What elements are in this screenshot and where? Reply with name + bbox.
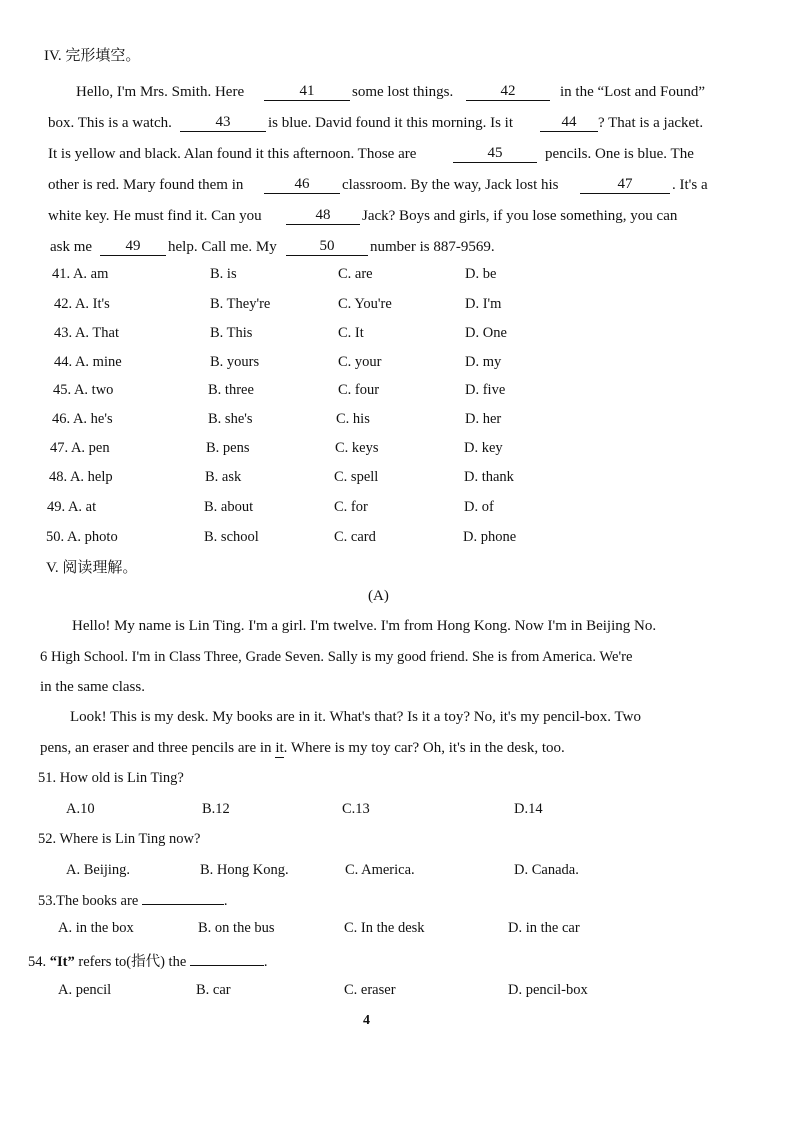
- blank-46[interactable]: 46: [264, 171, 340, 194]
- option-42-b[interactable]: B. They're: [210, 296, 271, 312]
- option-50-b[interactable]: B. school: [204, 529, 259, 545]
- q52-option-b[interactable]: B. Hong Kong.: [200, 862, 289, 878]
- answer-blank-54[interactable]: [190, 951, 264, 966]
- blank-41[interactable]: 41: [264, 78, 350, 101]
- option-47-a[interactable]: 47. A. pen: [50, 440, 110, 456]
- reading-p2-line-1: Look! This is my desk. My books are in it. What's that? Is it a toy? No, it's my pencil-box. Two: [70, 709, 641, 725]
- option-50-c[interactable]: C. card: [334, 529, 376, 545]
- reading-text: . Where is my toy car? Oh, it's in the desk, too.: [283, 740, 565, 756]
- passage-text: is blue. David found it this morning. Is it: [268, 115, 513, 131]
- option-46-d[interactable]: D. her: [465, 411, 502, 427]
- option-45-b[interactable]: B. three: [208, 382, 254, 398]
- option-41-a[interactable]: 41. A. am: [52, 266, 109, 282]
- option-48-a[interactable]: 48. A. help: [49, 469, 113, 485]
- passage-text: ? That is a jacket.: [598, 115, 704, 131]
- reading-p1-line-1: Hello! My name is Lin Ting. I'm a girl. I'm twelve. I'm from Hong Kong. Now I'm in Beijing No.: [72, 618, 657, 634]
- passage-text: Hello, I'm Mrs. Smith. Here: [76, 84, 245, 100]
- question-52: 52. Where is Lin Ting now?: [38, 831, 201, 847]
- passage-text: . It's a: [672, 177, 708, 193]
- blank-49[interactable]: 49: [100, 233, 166, 256]
- option-44-c[interactable]: C. your: [338, 354, 382, 370]
- option-44-b[interactable]: B. yours: [210, 354, 260, 370]
- question-text: 53.The books are: [38, 893, 142, 909]
- question-text: refers to(指代) the: [74, 954, 190, 970]
- option-47-b[interactable]: B. pens: [206, 440, 250, 456]
- page-number: 4: [363, 1013, 370, 1028]
- q54-option-d[interactable]: D. pencil-box: [508, 982, 588, 998]
- q54-option-c[interactable]: C. eraser: [344, 982, 396, 998]
- option-42-a[interactable]: 42. A. It's: [54, 296, 110, 312]
- q53-option-d[interactable]: D. in the car: [508, 920, 580, 936]
- question-51: 51. How old is Lin Ting?: [38, 770, 184, 786]
- option-44-d[interactable]: D. my: [465, 354, 502, 370]
- reading-p2-line-2: [40, 740, 565, 758]
- question-text: 54.: [28, 954, 50, 970]
- blank-47[interactable]: 47: [580, 171, 670, 194]
- option-45-d[interactable]: D. five: [465, 382, 506, 398]
- passage-text: help. Call me. My: [168, 239, 277, 255]
- q53-option-b[interactable]: B. on the bus: [198, 920, 275, 936]
- option-49-a[interactable]: 49. A. at: [47, 499, 97, 515]
- option-47-c[interactable]: C. keys: [335, 440, 379, 456]
- q53-option-c[interactable]: C. In the desk: [344, 920, 425, 936]
- passage-text: in the “Lost and Found”: [560, 84, 705, 100]
- option-49-c[interactable]: C. for: [334, 499, 368, 515]
- question-text: .: [223, 893, 228, 909]
- passage-text: It is yellow and black. Alan found it this afternoon. Those are: [48, 146, 417, 162]
- option-41-b[interactable]: B. is: [210, 266, 237, 282]
- option-46-a[interactable]: 46. A. he's: [52, 411, 113, 427]
- option-49-b[interactable]: B. about: [204, 499, 254, 515]
- q54-option-a[interactable]: A. pencil: [58, 982, 112, 998]
- option-43-a[interactable]: 43. A. That: [54, 325, 119, 341]
- passage-line-5: [0, 202, 794, 230]
- option-47-d[interactable]: D. key: [464, 440, 503, 456]
- option-50-d[interactable]: D. phone: [463, 529, 517, 545]
- option-44-a[interactable]: 44. A. mine: [54, 354, 122, 370]
- option-43-c[interactable]: C. It: [338, 325, 364, 341]
- option-45-c[interactable]: C. four: [338, 382, 380, 398]
- option-42-c[interactable]: C. You're: [338, 296, 392, 312]
- passage-text: classroom. By the way, Jack lost his: [342, 177, 559, 193]
- reading-text: pens, an eraser and three pencils are in: [40, 740, 276, 756]
- blank-48[interactable]: 48: [286, 202, 360, 225]
- q54-option-b[interactable]: B. car: [196, 982, 231, 998]
- reading-p1-line-2: 6 High School. I'm in Class Three, Grade Seven. Sally is my good friend. She is from America. We're: [40, 649, 633, 665]
- question-text: .: [263, 954, 268, 970]
- passage-text: box. This is a watch.: [48, 115, 172, 131]
- option-48-c[interactable]: C. spell: [334, 469, 379, 485]
- section-5-title: V. 阅读理解。: [46, 560, 138, 576]
- passage-text: Jack? Boys and girls, if you lose something, you can: [362, 208, 678, 224]
- q52-option-a[interactable]: A. Beijing.: [66, 862, 131, 878]
- blank-44[interactable]: 44: [540, 109, 598, 132]
- option-41-c[interactable]: C. are: [338, 266, 373, 282]
- passage-line-4: [0, 171, 794, 199]
- q51-option-d[interactable]: D.14: [514, 801, 543, 817]
- question-53: [38, 890, 228, 910]
- q51-option-b[interactable]: B.12: [202, 801, 230, 817]
- blank-42[interactable]: 42: [466, 78, 550, 101]
- option-45-a[interactable]: 45. A. two: [53, 382, 114, 398]
- option-49-d[interactable]: D. of: [464, 499, 494, 515]
- answer-blank-53[interactable]: [142, 890, 224, 905]
- q51-option-c[interactable]: C.13: [342, 801, 370, 817]
- reading-p1-line-3: in the same class.: [40, 679, 145, 695]
- section-4-title: IV. 完形填空。: [44, 48, 141, 64]
- passage-line-2: [0, 109, 794, 137]
- option-46-c[interactable]: C. his: [336, 411, 370, 427]
- blank-45[interactable]: 45: [453, 140, 537, 163]
- option-41-d[interactable]: D. be: [465, 266, 497, 282]
- option-48-d[interactable]: D. thank: [464, 469, 514, 485]
- passage-text: white key. He must find it. Can you: [48, 208, 262, 224]
- quoted-it: “It”: [49, 954, 75, 970]
- q52-option-d[interactable]: D. Canada.: [514, 862, 579, 878]
- option-43-b[interactable]: B. This: [210, 325, 253, 341]
- passage-a-heading: (A): [368, 588, 389, 604]
- passage-line-1: [0, 78, 794, 106]
- q52-option-c[interactable]: C. America.: [345, 862, 415, 878]
- blank-50[interactable]: 50: [286, 233, 368, 256]
- option-50-a[interactable]: 50. A. photo: [46, 529, 118, 545]
- passage-text: other is red. Mary found them in: [48, 177, 244, 193]
- passage-text: ask me: [50, 239, 93, 255]
- option-42-d[interactable]: D. I'm: [465, 296, 502, 312]
- q51-option-a[interactable]: A.10: [66, 801, 95, 817]
- question-54: [28, 950, 268, 971]
- option-43-d[interactable]: D. One: [465, 325, 507, 341]
- passage-text: pencils. One is blue. The: [545, 146, 694, 162]
- passage-text: some lost things.: [352, 84, 454, 100]
- passage-line-3: [0, 140, 794, 168]
- blank-43[interactable]: 43: [180, 109, 266, 132]
- option-48-b[interactable]: B. ask: [205, 469, 242, 485]
- option-46-b[interactable]: B. she's: [208, 411, 253, 427]
- passage-text: number is 887-9569.: [370, 239, 495, 255]
- q53-option-a[interactable]: A. in the box: [58, 920, 134, 936]
- passage-line-6: [0, 233, 794, 261]
- underlined-it: it: [275, 740, 284, 756]
